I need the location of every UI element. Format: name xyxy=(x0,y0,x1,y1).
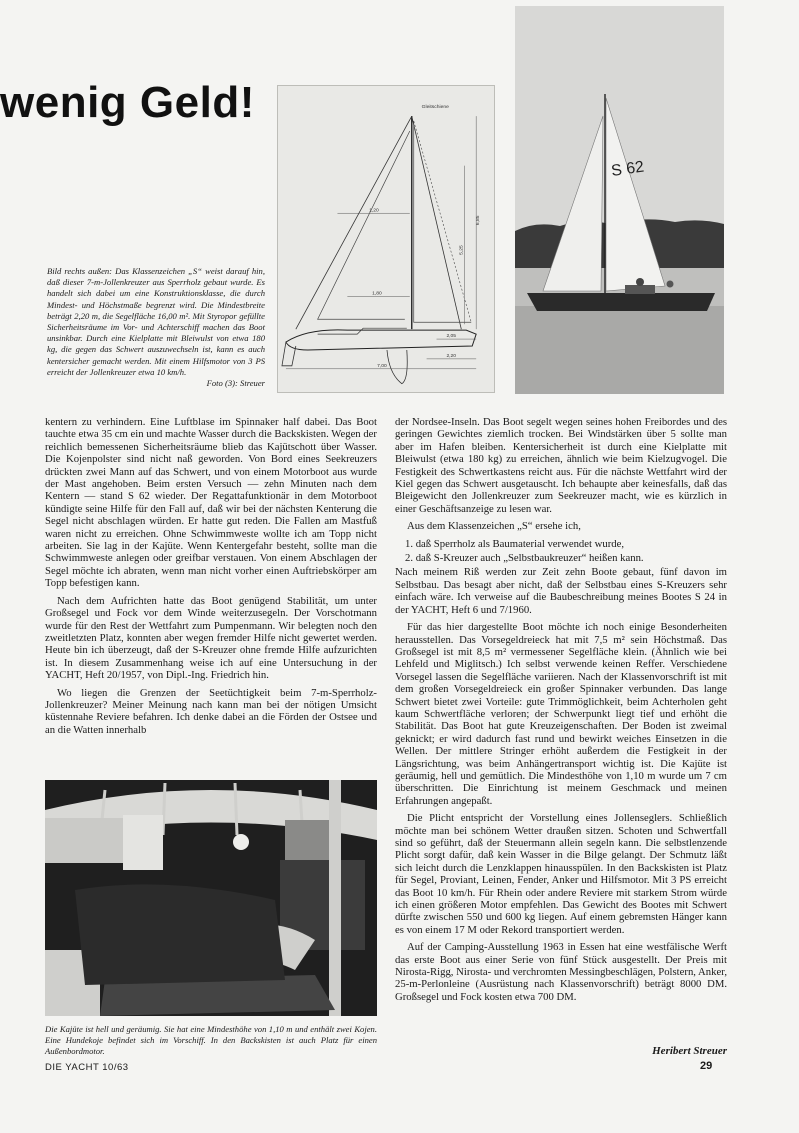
sailboat-photo-svg xyxy=(515,6,724,394)
photo-credit: Foto (3): Streuer xyxy=(206,378,265,389)
diagram-label-foot: 1,80 xyxy=(372,291,382,297)
paragraph: Die Plicht entspricht der Vorstellung eines Jollenseglers. Schließlich möchte man bei schönem Wetter draußen sitzen. Schoten und Schwertfall sind so geführt, daß der Steuermann allein segeln kann. Die selbstlenzende Plicht sorgt dafür, daß kein Wasser in die Bilge gelangt. Der Schmutz läßt sich leicht durch die Lenzklappen hinausspülen. In den Backskisten ist Platz für Segel, Proviant, Leinen, Fender, Anker und Hilfsmotor. Mit 3 PS erreicht das Boot 10 km/h. Für Rhein oder andere Reviere mit starkem Strom würde ich einen größeren Motor empfehlen. Das Gewicht des Bootes mit Schwert dürfte zwischen 550 und 600 kg liegen. Auf einem gebremsten Hänger kann es von einem 17 M oder Rekord transportiert werden. xyxy=(395,812,727,936)
sail-plan-diagram xyxy=(277,85,495,393)
author: Heribert Streuer xyxy=(652,1045,727,1057)
diagram-label-mast: 6,85 xyxy=(476,215,482,226)
caption-bottom: Die Kajüte ist hell und geräumig. Sie hat eine Mindesthöhe von 1,10 m und enthält zwei Kojen. Eine Hundekoje befindet sich im Vorschiff. In den Backskisten ist auch Platz für einen Außenbordmotor. xyxy=(45,1024,377,1057)
cabin-photo xyxy=(45,780,377,1016)
diagram-label-jib: 1,20 xyxy=(369,208,379,214)
paragraph: kentern zu verhindern. Eine Luftblase im Spinnaker half dabei. Das Boot tauchte etwa 35 cm ein und machte Wasser durch die Backskisten. Wegen der reichlich bemessenen Sicherheitsräume blieb das Kajütschott über Wasser. Die Kojenpolster sind nicht naß geworden. Von Bord eines Seekreuzers drückten zwei Mann auf das Schwert, und von einem Motorboot aus wurde der Mast angehoben. Beim ersten Versuch — zehn Minuten nach dem Kentern — stand S 62 wieder. Der Regattafunktionär in dem Motorboot kündigte seine Hilfe für den Fall auf, daß wir bei der nächsten Kenterung die Segel nicht abschlagen würden. Er hatte gut reden. Die Fallen am Mastfuß waren nicht zu erreichen. Ohne Schwimmweste wollte ich am Topp nicht arbeiten. Sie lag in der Kajüte. Wenn Kentergefahr besteht, sollte man die Schwimmweste anlegen oder greifbar verstauen. Von einem Abschlagen der Segel möchte ich abraten, wenn man nicht vorher einen Auftriebskörper am Topp befestigen kann. xyxy=(45,416,377,590)
cabin-photo-svg xyxy=(45,780,377,1016)
sail-plan-svg xyxy=(278,86,494,392)
paragraph: Auf der Camping-Ausstellung 1963 in Essen hat eine westfälische Werft das erste Boot aus einer Serie von fünf Stück ausgestellt. Der Preis mit Nirosta-Rigg, Nirosta- und verchromten Messingbeschlägen, Polstern, Anker, 25-m-Perlonleine (Ausrüstung nach Klassenvorschrift) beträgt 8000 DM. Großsegel und Fock kosten etwa 700 DM. xyxy=(395,941,728,1003)
list-item: 2. daß S-Kreuzer auch „Selbstbaukreuzer“ heißen kann. xyxy=(405,552,644,565)
caption-top xyxy=(47,266,265,389)
list-item: 1. daß Sperrholz als Baumaterial verwendet wurde, xyxy=(405,537,625,550)
paragraph: Nach dem Aufrichten hatte das Boot genügend Stabilität, um unter Großsegel und Fock vor dem Winde weiterzusegeln. Der Vorschotmann wurde für den Rest der Wettfahrt zum Pumpenmann. Wir belegten noch den zweitletzten Platz, konnten aber wegen fremder Hilfe nicht gewertet werden. Heute bin ich überzeugt, daß der S-Kreuzer ohne fremde Hilfe aufzurichten ist. In diesem Zusammenhang weise ich auf eine Untersuchung in der YACHT, Heft 20/1957, von Dipl.-Ing. Friedrich hin. xyxy=(45,594,377,682)
diagram-label-width: 2,20 xyxy=(446,353,457,359)
paragraph: Wo liegen die Grenzen der Seetüchtigkeit beim 7-m-Sperrholz-Jollenkreuzer? Meiner Meinung nach kann man bei der nötigen Umsicht küstennahe Reviere befahren. Ich denke dabei an die Förden der Ostsee und an die Watten innerhalb xyxy=(45,686,377,736)
page-number: 29 xyxy=(700,1060,713,1072)
paragraph: Nach meinem Riß werden zur Zeit zehn Boote gebaut, fünf davon im Selbstbau. Das besagt aber nicht, daß der Selbstbau eines S-Kreuzers sehr einfach wäre. Ich verweise auf die Baubeschreibung meines Bootes S 24 in der YACHT, Heft 6 und 7/1960. xyxy=(395,566,727,616)
article-column-right xyxy=(395,416,727,1008)
list-lead: Aus dem Klassenzeichen „S“ ersehe ich, xyxy=(407,520,581,533)
footer-issue: DIE YACHT 10/63 xyxy=(45,1062,129,1073)
paragraph: Für das hier dargestellte Boot möchte ich noch einige Besonderheiten herausstellen. Das Vorsegeldreieck hat mit 7,5 m² sein Höchstmaß. Das Großsegel ist mit 8,5 m² vermessener Segelfläche klein. (Ähnlich wie bei Lehfeld und Miglitsch.) Ich selbst verwende keinen Reffer. Verschiedene Vorsegel lassen die Segelfläche variieren. Nach der Klassenvorschrift ist mit dem großen Vorsegeldreieck ein großer Spinnaker verbunden. Das lange Schwert bietet zwei Vorteile: gute Trimmöglichkeit, beim Achterholen geht kaum Schwertfläche verloren; der Schwerpunkt liegt tief und erhöht die Stabilität. Das Boot hat gute Kreuzeigenschaften. Der Boden ist zweimal geknickt; er wird dadurch fast rund und bewirkt weiches Einsetzen in die Wellen. Der mittlere Stringer erhöht außerdem die Festigkeit in der Längsrichtung, was beim Anhängertransport wichtig ist. Die Kajüte ist geräumig, hell und gemütlich. Die Mindesthöhe von 1,10 m wurde um 7 cm überschritten. Die Einrichtung ist meinem Geschmack und meinen Erfahrungen angepaßt. xyxy=(395,621,727,807)
headline: wenig Geld! xyxy=(0,78,255,127)
diagram-label-top: Gleitschiene xyxy=(421,105,449,111)
diagram-label-luff: 5,25 xyxy=(459,245,465,255)
article-column-left xyxy=(45,416,377,741)
diagram-label-length: 7,00 xyxy=(377,363,387,369)
paragraph: der Nordsee-Inseln. Das Boot segelt wegen seines hohen Freibordes und des geringen Gewichtes ziemlich trocken. Bei Windstärken über 5 sollte man aber im Hafen bleiben. Kentersicherheit ist durch eine Kielplatte mit Bleiwulst (etwa 180 kg) zu erreichen, ähnlich wie beim Kielzugvogel. Die Festigkeit des Schwertkastens reicht aus. Für die nächste Wettfahrt wird der Kiel gegen das Schwert ausgetauscht. Ich behaupte aber keinesfalls, daß das Bleigewicht den Jollenkreuzer zum Seekreuzer macht, wie es kürzlich in einer Geschäftsanzeige zu lesen war. xyxy=(395,416,727,515)
sailboat-photo xyxy=(515,6,724,394)
sail-number: S 62 xyxy=(610,158,646,180)
caption-top-text: Bild rechts außen: Das Klassenzeichen „S“ weist darauf hin, daß dieser 7-m-Jollenkreuzer aus Sperrholz gebaut wurde. Es handelt sich dabei um eine Konstruktionsklasse, die durch Mindest- und Höchstmaße begrenzt wird. Die Mindestbreite beträgt 2,20 m, die Segelfläche 16,00 m². Mit Styropor gefüllte Sicherheitsräume im Vor- und Achterschiff machen das Boot unsinkbar. Durch eine Kielplatte mit Bleiwulst von etwa 180 kg, die gegen das Schwert auszuwechseln ist, kann es auch kentersicher gemacht werden. Mit einem Hilfsmotor von 3 PS erreicht der Jollenkreuzer etwa 10 km/h. xyxy=(47,266,265,377)
diagram-label-beam: 2,05 xyxy=(446,334,457,340)
